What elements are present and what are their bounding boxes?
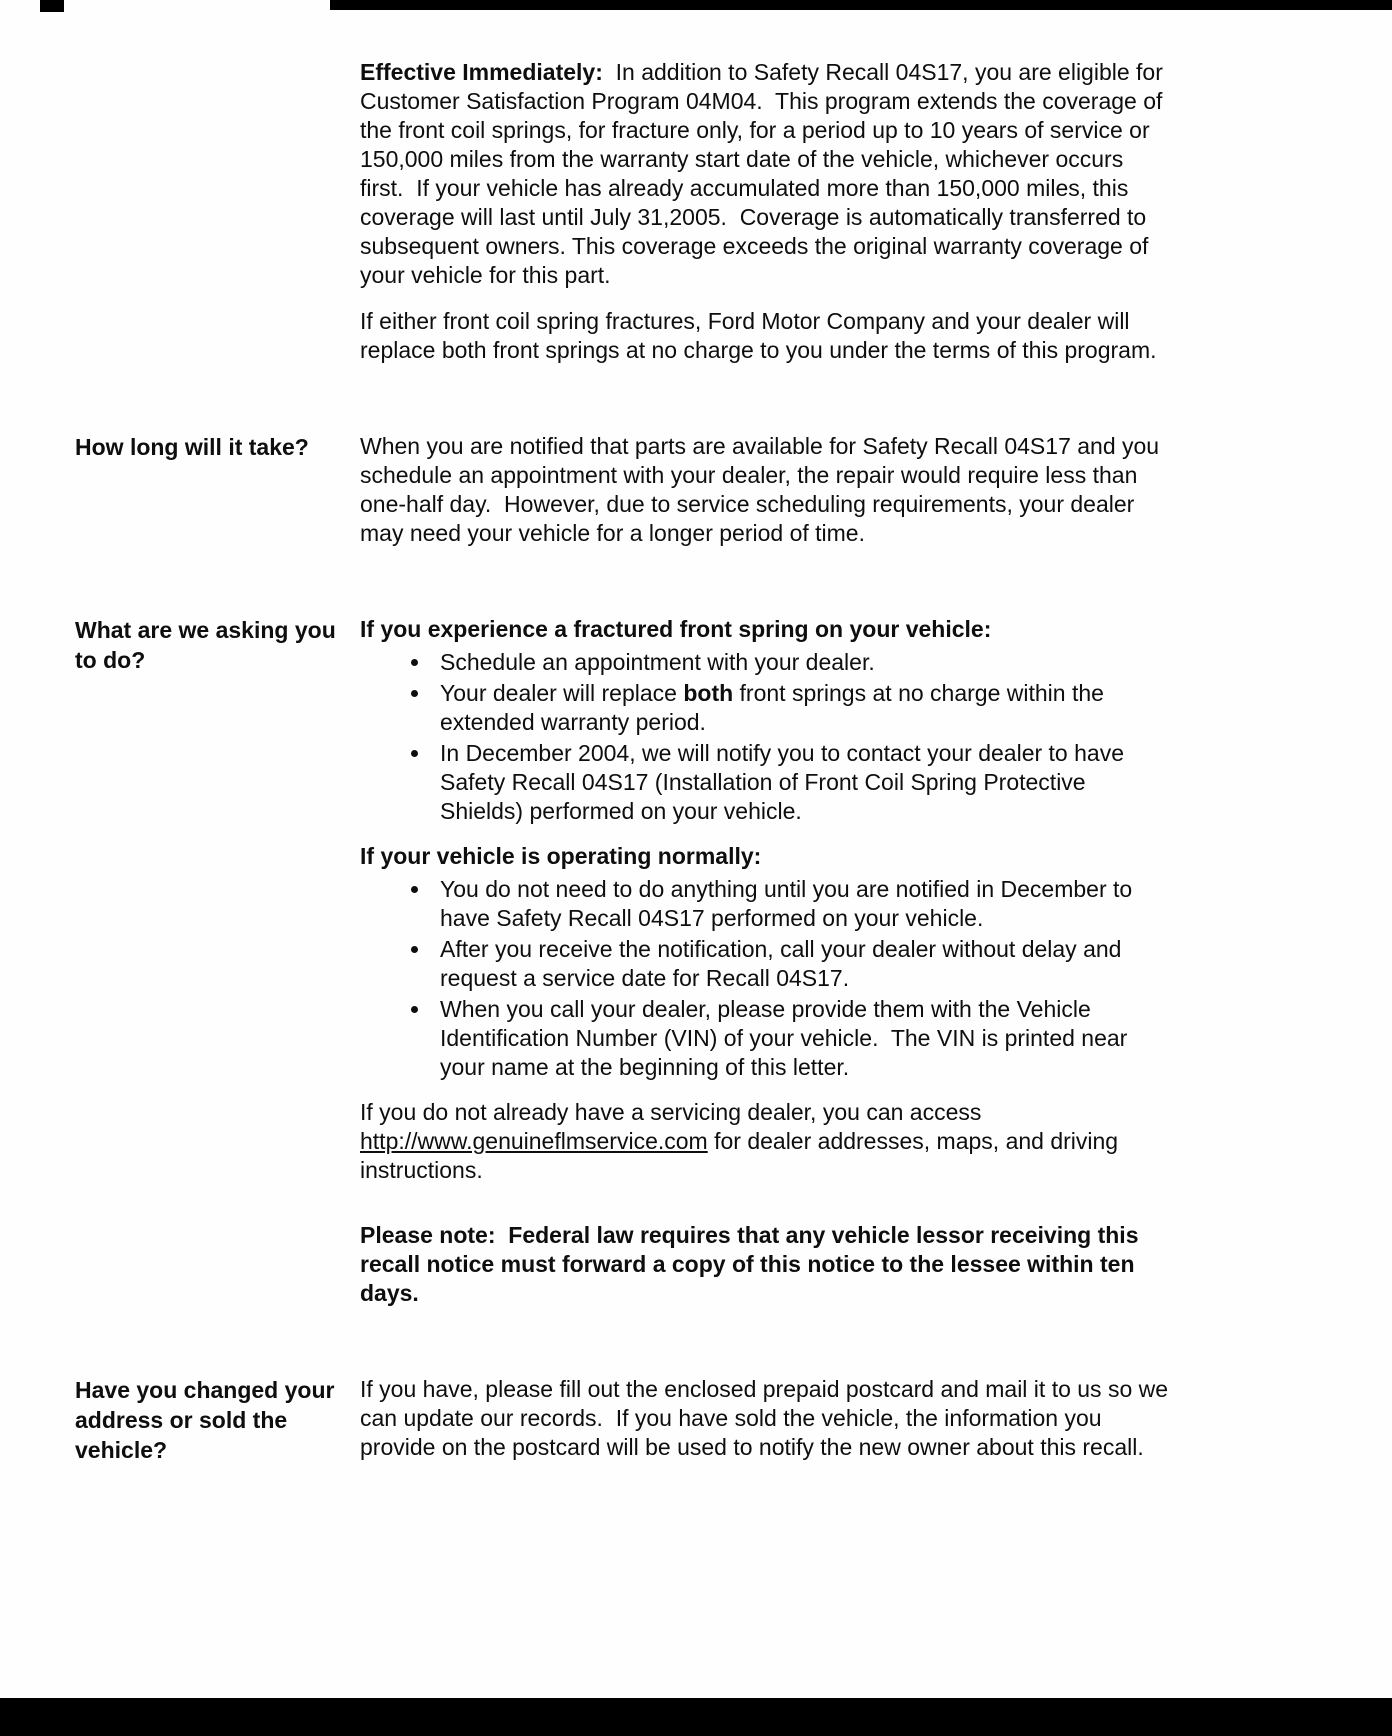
text-run: When you are notified that parts are available for Safety Recall 04S17 and you schedule an appointment with your dealer, the repair would require less than one-half day. However, due to service scheduling requirements, your dealer may need your vehicle for a longer period of time. — [360, 433, 1166, 546]
paragraph — [360, 307, 1172, 365]
text-run: Effective Immediately: — [360, 59, 616, 85]
paragraph — [360, 58, 1172, 290]
letter-section — [75, 615, 1332, 1325]
section-question-label — [75, 58, 360, 382]
text-run: In addition to Safety Recall 04S17, you are eligible for Customer Satisfaction Program 04M04. This program extends the coverage of the front coil springs, for fracture only, for a period up to 10 years of service or 150,000 miles from the warranty start date of the vehicle, whichever occurs first. If your vehicle has already accumulated more than 150,000 miles, this coverage will last until July 31,2005. Coverage is automatically transferred to subsequent owners. This coverage exceeds the original warranty coverage of your vehicle for this part. — [360, 59, 1170, 288]
section-question-label: How long will it take? — [75, 434, 309, 460]
text-run: You do not need to do anything until you are notified in December to have Safety Recall 04S17 performed on your vehicle. — [440, 876, 1139, 931]
text-run: If you do not already have a servicing dealer, you can access — [360, 1099, 988, 1125]
letter-section — [75, 432, 1332, 565]
section-question-label: What are we asking you to do? — [75, 617, 343, 673]
bullet-item — [432, 648, 1172, 677]
section-body — [360, 58, 1172, 382]
bullet-list — [360, 875, 1172, 1082]
bullet-item — [432, 935, 1172, 993]
text-run: both — [683, 680, 734, 706]
paragraph — [360, 615, 1172, 644]
bullet-item — [432, 995, 1172, 1082]
text-run: Please note: Federal law requires that any vehicle lessor receiving this recall notice must forward a copy of this notice to the lessee within ten days. — [360, 1222, 1145, 1306]
text-run: When you call your dealer, please provide them with the Vehicle Identification Number (VIN) of your vehicle. The VIN is printed near your name at the beginning of this letter. — [440, 996, 1134, 1080]
section-body — [360, 432, 1172, 565]
bullet-list — [360, 648, 1172, 826]
letter-section — [75, 58, 1332, 382]
section-question-label: Have you changed your address or sold the vehicle? — [75, 1377, 341, 1463]
text-run: Your dealer will replace — [440, 680, 684, 706]
scan-artifact-top-bar — [330, 0, 1392, 10]
letter-section — [75, 1375, 1332, 1479]
section-body — [360, 1375, 1175, 1479]
bullet-item — [432, 875, 1172, 933]
paragraph — [360, 1375, 1175, 1462]
text-run: If your vehicle is operating normally: — [360, 843, 762, 869]
letter-body — [75, 58, 1332, 1479]
text-run: front springs at no charge within the extended warranty period. — [440, 680, 1111, 735]
dealer-website-url: http://www.genuineflmservice.com — [360, 1128, 708, 1154]
text-run: Schedule an appointment with your dealer. — [440, 649, 875, 675]
text-run: If either front coil spring fractures, Ford Motor Company and your dealer will replace both front springs at no charge to you under the terms of this program. — [360, 308, 1157, 363]
bullet-item — [432, 739, 1172, 826]
paragraph — [360, 842, 1172, 871]
bullet-item — [432, 679, 1172, 737]
text-run: for dealer addresses, maps, and driving instructions. — [360, 1128, 1125, 1183]
text-run: After you receive the notification, call your dealer without delay and request a service date for Recall 04S17. — [440, 936, 1128, 991]
paragraph — [360, 432, 1172, 548]
paragraph — [360, 1098, 1172, 1185]
scan-artifact-top-left — [40, 0, 64, 12]
text-run: If you experience a fractured front spring on your vehicle: — [360, 616, 992, 642]
text-run: In December 2004, we will notify you to contact your dealer to have Safety Recall 04S17 (Installation of Front Coil Spring Protective Shields) performed on your vehicle. — [440, 740, 1131, 824]
text-run: If you have, please fill out the enclosed prepaid postcard and mail it to us so we can update our records. If you have sold the vehicle, the information you provide on the postcard will be used to notify the new owner about this recall. — [360, 1376, 1175, 1460]
section-body — [360, 615, 1172, 1325]
scan-artifact-bottom-bar — [0, 1698, 1392, 1736]
paragraph — [360, 1221, 1172, 1308]
